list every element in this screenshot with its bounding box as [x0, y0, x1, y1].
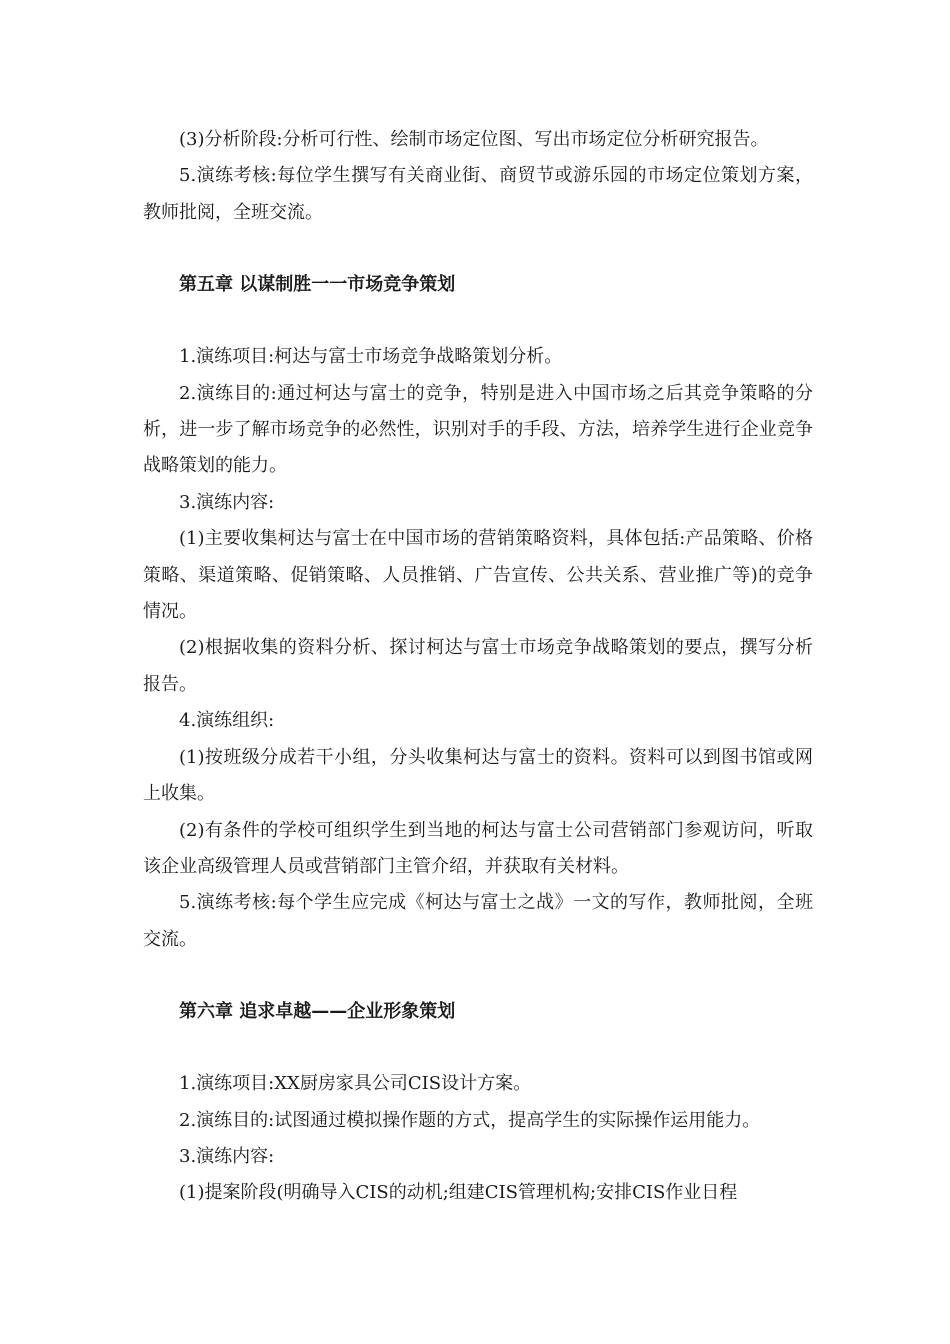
paragraph: 4.演练组织:	[179, 710, 275, 732]
spacer	[143, 303, 813, 339]
paragraph: 2.演练目的:试图通过模拟操作题的方式，提高学生的实际操作运用能力。	[179, 1109, 761, 1131]
paragraph: (2)根据收集的资料分析、探讨柯达与富士市场竞争战略策划的要点，撰写分析报告。	[143, 637, 813, 695]
paragraph: (1)主要收集柯达与富士在中国市场的营销策略资料，具体包括:产品策略、价格策略、渠道策略、促销策略、人员推销、广告宣传、公共关系、营业推广等)的竞争情况。	[143, 528, 813, 623]
paragraph: (1)按班级分成若干小组，分头收集柯达与富士的资料。资料可以到图书馆或网上收集。	[143, 746, 813, 805]
paragraph: 3.演练内容:	[179, 491, 275, 513]
spacer	[143, 1030, 813, 1066]
spacer	[143, 958, 813, 994]
paragraph: (1)提案阶段(明确导入CIS的动机;组建CIS管理机构;安排CIS作业日程	[179, 1182, 738, 1204]
paragraph: (3)分析阶段:分析可行性、绘制市场定位图、写出市场定位分析研究报告。	[179, 129, 769, 150]
chapter-5-title: 第五章 以谋制胜一一市场竞争策划	[179, 274, 456, 296]
paragraph: 2.演练目的:通过柯达与富士的竞争，特别是进入中国市场之后其竞争策略的分析，进一步了解市场竞争的必然性，识别对手的手段、方法，培养学生进行企业竞争战略策划的能力。	[143, 382, 813, 477]
chapter-6-title: 第六章 追求卓越——企业形象策划	[179, 1001, 456, 1023]
paragraph: (2)有条件的学校可组织学生到当地的柯达与富士公司营销部门参观访问，听取该企业高级管理人员或营销部门主管介绍，并获取有关材料。	[143, 819, 813, 877]
paragraph: 5.演练考核:每个学生应完成《柯达与富士之战》一文的写作，教师批阅，全班交流。	[143, 892, 813, 950]
paragraph: 1.演练项目:XX厨房家具公司CIS设计方案。	[179, 1073, 532, 1095]
paragraph: 3.演练内容:	[179, 1145, 275, 1167]
document-body	[143, 122, 813, 1212]
paragraph: 5.演练考核:每位学生撰写有关商业街、商贸节或游乐园的市场定位策划方案，教师批阅，全班交流。	[143, 165, 813, 223]
paragraph: 1.演练项目:柯达与富士市场竞争战略策划分析。	[179, 346, 563, 368]
spacer	[143, 231, 813, 267]
